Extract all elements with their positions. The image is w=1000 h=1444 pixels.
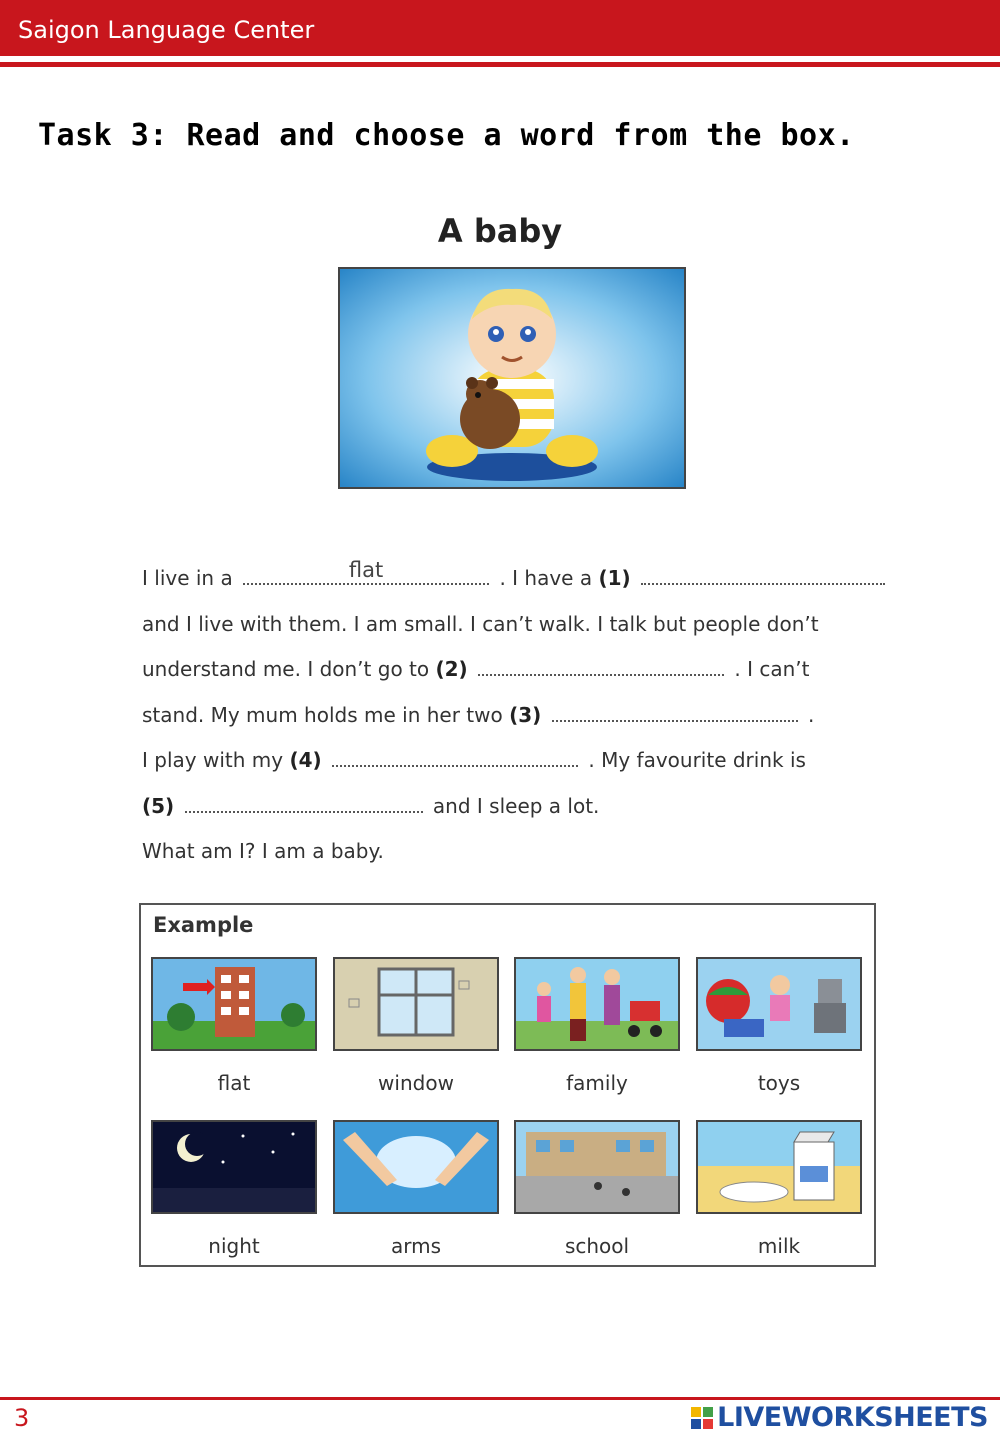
example-answer: flat [348,558,384,582]
word-label: milk [757,1234,801,1258]
story-fragment: . My favourite drink is [588,748,806,772]
milk-picture [696,1120,862,1214]
story-line-3 [142,649,902,695]
header-divider [0,62,1000,67]
answer-blank-5[interactable] [185,789,423,813]
word-box-label: Example [153,913,254,937]
question-number-2: (2) [435,657,468,681]
story-line-7 [142,831,902,877]
logo-text: LIVEWORKSHEETS [717,1402,988,1433]
school-picture [514,1120,680,1214]
story-fragment: . I can’t [734,657,810,681]
story-line-6 [142,786,902,832]
story-fragment: and I live with them. I am small. I can’t walk. I talk but people don’t [142,611,819,636]
story-fragment: I play with my [142,748,284,772]
story-fragment: What am I? I am a baby. [142,839,384,863]
word-label: family [566,1071,628,1095]
word-box [139,903,876,1267]
header-bar [0,0,1000,56]
story-fragment: . [808,702,815,727]
word-card-arms [333,1120,499,1258]
window-picture [333,957,499,1051]
brand-name: Saigon Language Center [18,16,315,44]
question-number-1: (1) [598,566,631,590]
word-label: arms [390,1234,442,1258]
story-line-2 [142,604,902,650]
word-card-milk [696,1120,862,1258]
word-card-night [151,1120,317,1258]
family-picture [514,957,680,1051]
answer-blank-4[interactable] [332,743,578,767]
word-card-toys [696,957,862,1095]
toys-picture [696,957,862,1051]
story-fragment: and I sleep a lot. [432,793,600,818]
flat-picture [151,957,317,1051]
story-text [142,558,902,877]
word-label: toys [757,1071,801,1095]
word-card-family [514,957,680,1095]
story-line-1 [142,558,902,604]
word-label: night [208,1234,260,1258]
story-line-4 [142,695,902,741]
example-blank [243,558,489,585]
story-fragment: . I have a [499,566,593,590]
logo-grid-icon [691,1407,713,1429]
footer-divider [0,1397,1000,1400]
word-label: school [564,1234,630,1258]
story-fragment: I live in a [142,566,233,590]
story-title: A baby [437,212,563,250]
task-title: Task 3: Read and choose a word from the box. [38,118,855,153]
question-number-3: (3) [509,702,542,727]
liveworksheets-logo [691,1402,988,1433]
question-number-5: (5) [142,793,175,818]
word-card-flat [151,957,317,1095]
answer-blank-3[interactable] [552,698,798,722]
answer-blank-2[interactable] [478,652,724,676]
answer-blank-1[interactable] [641,561,885,585]
word-card-window [333,957,499,1095]
baby-illustration [338,267,686,489]
question-number-4: (4) [289,748,322,772]
story-fragment: stand. My mum holds me in her two [142,702,503,727]
night-picture [151,1120,317,1214]
arms-picture [333,1120,499,1214]
word-label: flat [217,1071,251,1095]
page-number: 3 [14,1404,30,1432]
story-line-5 [142,740,902,786]
word-card-school [514,1120,680,1258]
word-label: window [378,1071,454,1095]
story-fragment: understand me. I don’t go to [142,657,430,681]
